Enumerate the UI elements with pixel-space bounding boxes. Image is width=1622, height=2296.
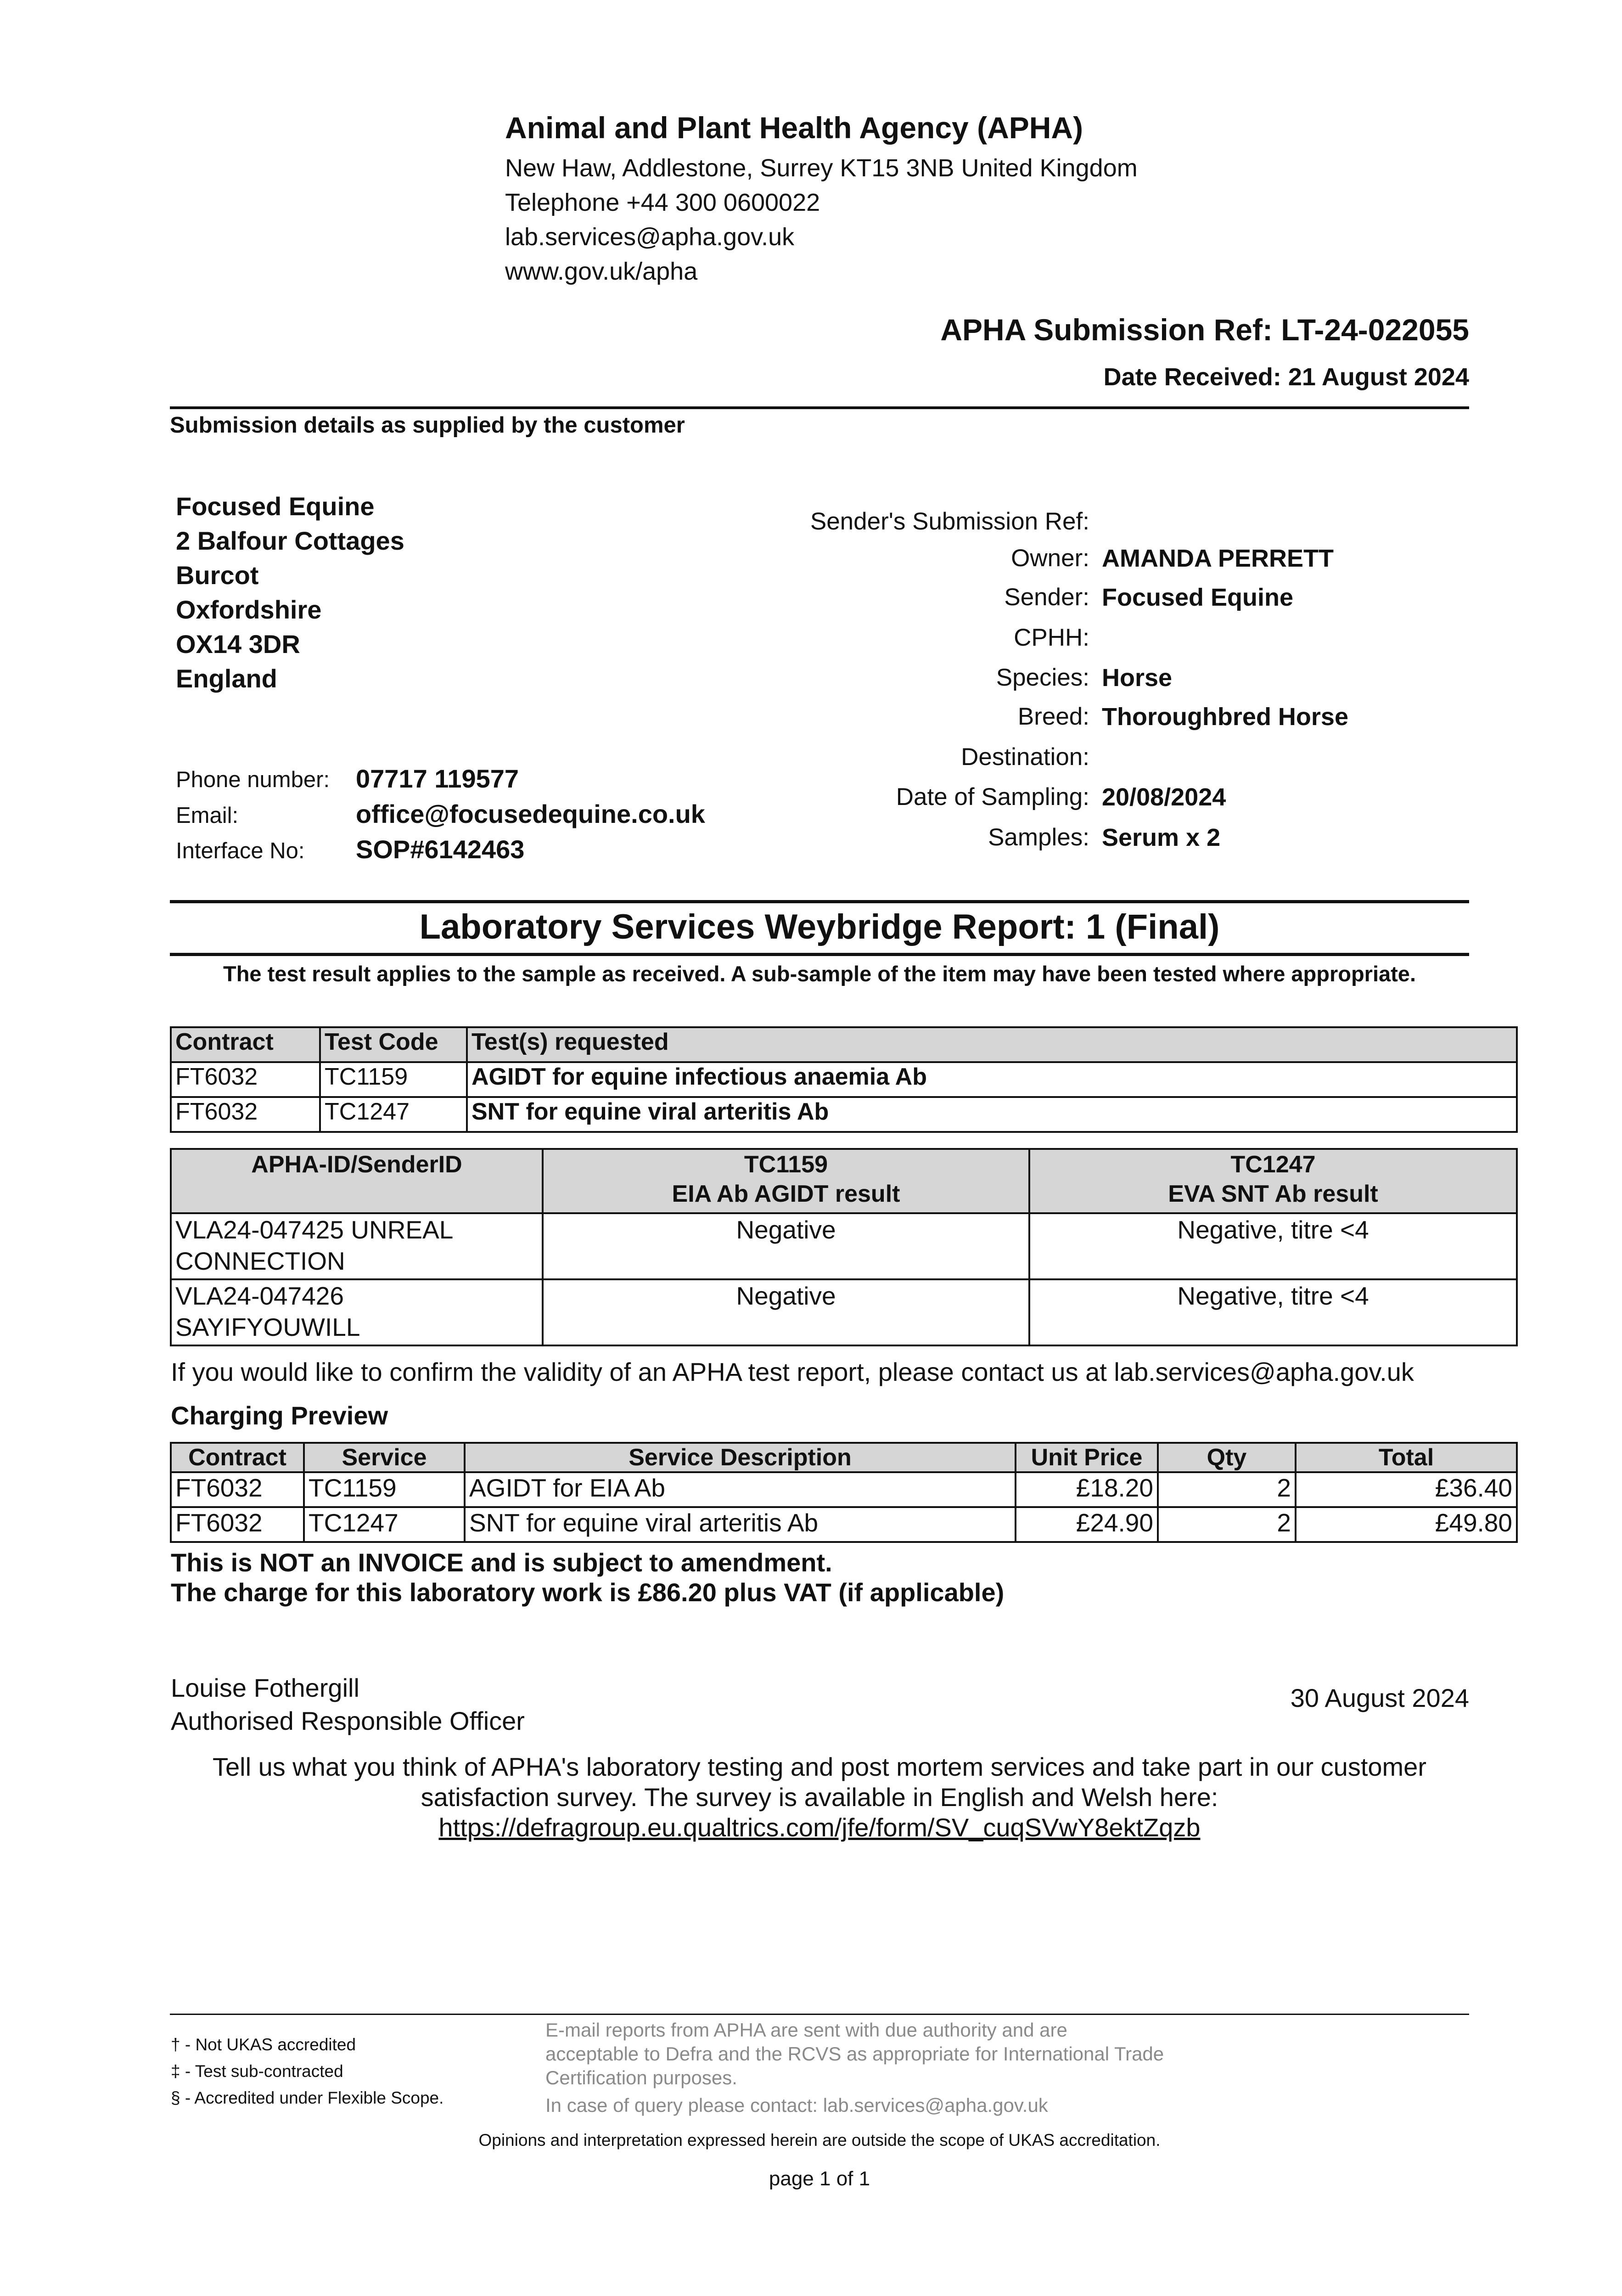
column-header — [543, 1149, 1029, 1213]
table-row — [171, 1472, 1517, 1507]
survey-block — [170, 1752, 1469, 1843]
not-invoice-notice: This is NOT an INVOICE and is subject to amendment. — [171, 1548, 832, 1577]
results-table — [170, 1148, 1518, 1346]
customer-address-line: Burcot — [176, 561, 259, 590]
footer-divider — [170, 2014, 1469, 2015]
qty-cell: 2 — [1158, 1472, 1296, 1507]
survey-text: Tell us what you think of APHA's laboratory testing and post mortem services and take part in our customer — [213, 1752, 1426, 1781]
eva-result-cell: Negative, titre <4 — [1029, 1213, 1517, 1279]
customer-address-line: Oxfordshire — [176, 595, 322, 624]
species-value: Horse — [1102, 664, 1173, 692]
species-label: Species: — [996, 664, 1089, 691]
email-label: Email: — [176, 803, 239, 828]
sender-value: Focused Equine — [1102, 584, 1294, 611]
table-row — [171, 1213, 1517, 1279]
senders-ref-label: Sender's Submission Ref: — [810, 508, 1089, 535]
tests-table — [170, 1026, 1518, 1133]
table-header-row — [171, 1027, 1517, 1062]
customer-address-line: England — [176, 664, 277, 693]
test-requested-cell: AGIDT for equine infectious anaemia Ab — [467, 1062, 1517, 1097]
email-notice-line: In case of query please contact: lab.services@apha.gov.uk — [545, 2094, 1048, 2116]
table-header-row — [171, 1443, 1517, 1472]
sampling-date-label: Date of Sampling: — [896, 783, 1089, 810]
org-telephone: Telephone +44 300 0600022 — [505, 189, 820, 216]
unit-price-cell: £18.20 — [1016, 1472, 1158, 1507]
unit-price-cell: £24.90 — [1016, 1507, 1158, 1542]
sample-id-cell — [171, 1279, 543, 1345]
signatory — [171, 1671, 525, 1738]
interface-value: SOP#6142463 — [356, 835, 525, 864]
divider — [170, 953, 1469, 956]
interface-label: Interface No: — [176, 838, 305, 863]
signatory-name: Louise Fothergill — [171, 1673, 359, 1702]
submission-ref: APHA Submission Ref: LT-24-022055 — [940, 313, 1469, 347]
email-value: office@focusedequine.co.uk — [356, 799, 705, 828]
column-header: Contract — [171, 1027, 320, 1062]
column-header: Qty — [1158, 1443, 1296, 1472]
test-code-cell: TC1247 — [320, 1097, 467, 1132]
owner-label: Owner: — [1011, 545, 1089, 572]
breed-label: Breed: — [1017, 703, 1089, 730]
column-header: Service Description — [465, 1443, 1016, 1472]
survey-link[interactable]: https://defragroup.eu.qualtrics.com/jfe/form/SV_cuqSVwY8ektZqzb — [438, 1813, 1201, 1842]
test-code: TC1159 — [744, 1151, 828, 1178]
org-website: www.gov.uk/apha — [505, 258, 698, 285]
date-received: Date Received: 21 August 2024 — [1103, 363, 1469, 391]
column-header: APHA-ID/SenderID — [171, 1149, 543, 1213]
column-header: Test(s) requested — [467, 1027, 1517, 1062]
org-address: New Haw, Addlestone, Surrey KT15 3NB United Kingdom — [505, 154, 1138, 182]
samples-label: Samples: — [988, 824, 1089, 851]
sender-id: CONNECTION — [175, 1247, 345, 1275]
column-header: Total — [1296, 1443, 1517, 1472]
email-notice-line: acceptable to Defra and the RCVS as appropriate for International Trade — [545, 2043, 1164, 2065]
confirm-validity-text: If you would like to confirm the validity of an APHA test report, please contact us at lab.services@apha.gov.uk — [171, 1357, 1414, 1386]
customer-address-line: Focused Equine — [176, 492, 375, 521]
table-header-row — [171, 1149, 1517, 1213]
sender-id: SAYIFYOUWILL — [175, 1313, 360, 1341]
service-description-cell: AGIDT for EIA Ab — [465, 1472, 1016, 1507]
contract-cell: FT6032 — [171, 1097, 320, 1132]
sender-label: Sender: — [1004, 584, 1089, 611]
phone-label: Phone number: — [176, 767, 330, 792]
breed-value: Thoroughbred Horse — [1102, 703, 1348, 731]
test-code: TC1247 — [1230, 1151, 1316, 1178]
test-requested-cell: SNT for equine viral arteritis Ab — [467, 1097, 1517, 1132]
sampling-date-value: 20/08/2024 — [1102, 783, 1226, 811]
signatory-role: Authorised Responsible Officer — [171, 1706, 525, 1735]
org-name: Animal and Plant Health Agency (APHA) — [505, 111, 1083, 145]
table-row — [171, 1097, 1517, 1132]
table-row — [171, 1062, 1517, 1097]
contract-cell: FT6032 — [171, 1062, 320, 1097]
email-notice-line: Certification purposes. — [545, 2067, 737, 2088]
sample-id: VLA24-047425 UNREAL — [175, 1216, 454, 1244]
report-note: The test result applies to the sample as received. A sub-sample of the item may have been tested where appropriate. — [223, 962, 1416, 986]
samples-value: Serum x 2 — [1102, 824, 1221, 851]
service-description-cell: SNT for equine viral arteritis Ab — [465, 1507, 1016, 1542]
eva-result-cell: Negative, titre <4 — [1029, 1279, 1517, 1345]
contract-cell: FT6032 — [171, 1507, 304, 1542]
report-title: Laboratory Services Weybridge Report: 1 (Final) — [419, 907, 1220, 946]
test-name: EIA Ab AGIDT result — [672, 1181, 900, 1207]
qty-cell: 2 — [1158, 1507, 1296, 1542]
email-notice — [545, 2018, 1164, 2117]
customer-address-line: 2 Balfour Cottages — [176, 526, 404, 555]
divider — [170, 406, 1469, 409]
page-number: page 1 of 1 — [769, 2167, 870, 2190]
charging-preview-heading: Charging Preview — [171, 1401, 388, 1430]
owner-value: AMANDA PERRETT — [1102, 545, 1334, 572]
sample-id: VLA24-047426 — [175, 1282, 344, 1310]
table-row — [171, 1279, 1517, 1345]
sample-id-cell — [171, 1213, 543, 1279]
legend-item: § - Accredited under Flexible Scope. — [171, 2088, 444, 2107]
test-name: EVA SNT Ab result — [1168, 1181, 1378, 1207]
contract-cell: FT6032 — [171, 1472, 304, 1507]
service-cell: TC1159 — [304, 1472, 465, 1507]
charge-total-line: The charge for this laboratory work is £86.20 plus VAT (if applicable) — [171, 1578, 1005, 1607]
column-header: Contract — [171, 1443, 304, 1472]
charging-table — [170, 1442, 1518, 1543]
legend-item: † - Not UKAS accredited — [171, 2035, 356, 2054]
column-header — [1029, 1149, 1517, 1213]
total-cell: £36.40 — [1296, 1472, 1517, 1507]
table-row — [171, 1507, 1517, 1542]
survey-text: satisfaction survey. The survey is available in English and Welsh here: — [421, 1783, 1218, 1812]
column-header: Test Code — [320, 1027, 467, 1062]
report-date: 30 August 2024 — [1290, 1683, 1469, 1712]
total-cell: £49.80 — [1296, 1507, 1517, 1542]
ukas-disclaimer: Opinions and interpretation expressed herein are outside the scope of UKAS accreditation. — [478, 2131, 1161, 2150]
org-email: lab.services@apha.gov.uk — [505, 223, 795, 251]
service-cell: TC1247 — [304, 1507, 465, 1542]
phone-value: 07717 119577 — [356, 764, 519, 793]
column-header: Unit Price — [1016, 1443, 1158, 1472]
email-notice-line: E-mail reports from APHA are sent with due authority and are — [545, 2019, 1067, 2041]
test-code-cell: TC1159 — [320, 1062, 467, 1097]
destination-label: Destination: — [961, 743, 1089, 771]
legend-item: ‡ - Test sub-contracted — [171, 2062, 343, 2081]
customer-address-line: OX14 3DR — [176, 630, 300, 658]
eia-result-cell: Negative — [543, 1279, 1029, 1345]
submission-details-heading: Submission details as supplied by the customer — [170, 413, 685, 438]
eia-result-cell: Negative — [543, 1213, 1029, 1279]
cphh-label: CPHH: — [1014, 624, 1089, 651]
column-header: Service — [304, 1443, 465, 1472]
divider — [170, 900, 1469, 903]
